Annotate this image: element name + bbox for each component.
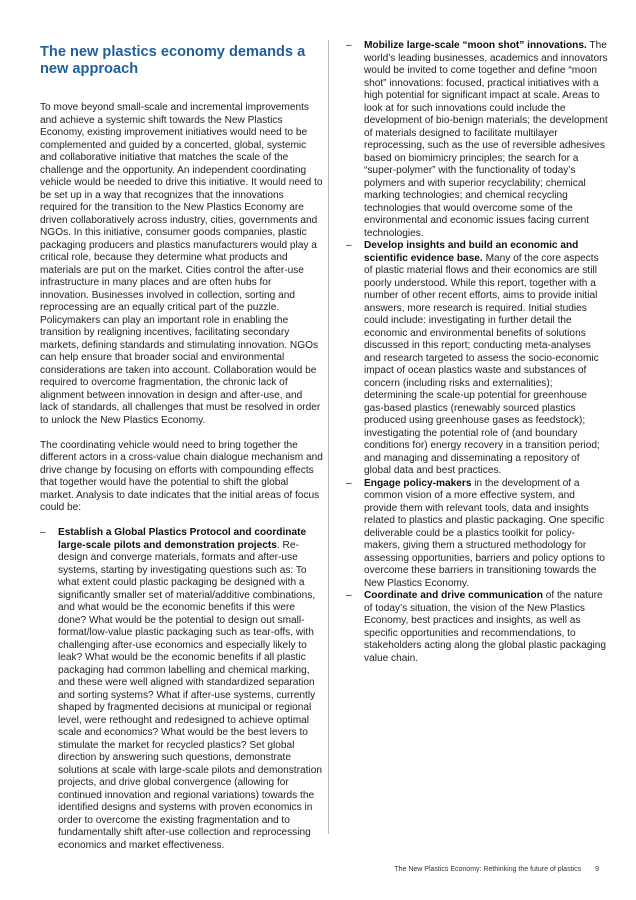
section-heading: The new plastics economy demands a new approach — [40, 44, 306, 77]
focus-list-left — [40, 527, 323, 852]
list-item-text: of the nature of today’s situation, the vision of the New Plastics Economy, best practices and insights, as well as specific opportunities and recommendations, to stakeholders acting along the global plastic packaging value chain. — [364, 590, 607, 664]
list-item-lead: Develop insights and build an economic and scientific evidence base. — [364, 240, 579, 264]
intro-paragraph: To move beyond small-scale and incremental improvements and achieve a systemic shift towards the New Plastics Economy, existing improvement initiatives would need to be complemented and guided by a concerted, global, systemic and collaborative initiative that matches the scale of the challenge and the opportunity. An independent coordinating vehicle would be needed to drive this initiative. It would need to be set up in a way that recognizes that the innovations required for the transition to the New Plastics Economy are driven collaboratively across industry, cities, governments and NGOs. In this initiative, consumer goods companies, plastic packaging producers and plastics manufacturers would play a critical role, because they determine what products and materials are put on the market. Cities control the after-use infrastructure in many places and are often hubs for innovation. Businesses involved in collection, sorting and reprocessing are an equally critical part of the puzzle. Policymakers can play an important role in enabling the transition by realigning incentives, facilitating secondary markets, defining standards and stimulating innovation. NGOs can help ensure that broader social and environmental considerations are taken into account. Collaboration would be required to overcome fragmentation, the chronic lack of alignment between innovation in design and after-use, and lack of standards, all challenges that must be resolved in order to unlock the New Plastics Economy. — [40, 102, 323, 426]
dash-marker: – — [40, 527, 46, 538]
list-item-lead: Establish a Global Plastics Protocol and coordinate large-scale pilots and demonstration projects — [58, 527, 307, 551]
list-item-lead: Mobilize large-scale “moon shot” innovations. — [364, 40, 587, 51]
list-item-text: in the development of a common vision of a more effective system, and provide them with relevant tools, data and insights related to plastics and plastic packaging. One specific deliverable could be a plastics toolkit for policy-makers, giving them a structured methodology for assessing opportunities, barriers and policy options to overcome these barriers in transitioning towards the New Plastics Economy. — [364, 477, 605, 589]
list-item-lead: Coordinate and drive communication — [364, 590, 543, 601]
dash-marker: – — [346, 477, 352, 489]
list-item — [346, 240, 608, 478]
left-column — [40, 40, 323, 852]
focus-list-right — [346, 40, 608, 665]
page-number: 9 — [595, 866, 599, 873]
column-divider — [328, 40, 329, 834]
dash-marker: – — [346, 40, 352, 51]
list-item-text: . Re-design and converge materials, formats and after-use systems, starting by investigating questions such as: To what extent could plastic packaging be designed with a significantly smaller set of material/additive combinations, and what would be the economic benefits if this were done? What would be the potential to design out small-format/low-value plastic packaging such as tear-offs, with challenging after-use economics and especially likely to leak? What would be the economic benefits if all plastic packaging had common labelling and chemical marking, and these were well aligned with standardized separation and sorting systems? What if after-use systems, currently shaped by fragmented decisions at municipal or regional level, were rethought and redesigned to achieve optimal scale and economics? What would be the best levers to stimulate the market for recycled plastics? Set global direction by answering such questions, demonstrate solutions at scale with large-scale pilots and demonstration projects, and drive global convergence (allowing for continued innovation and regional variations) towards the identified designs and systems with proven economics in order to overcome the existing fragmentation and to fundamentally shift after-use collection and reprocessing economics and market effectiveness. — [58, 539, 322, 851]
focus-paragraph: The coordinating vehicle would need to bring together the different actors in a cross-value chain dialogue mechanism and drive change by focusing on efforts with compounding effects that together would have the potential to shift the global market. Analysis to date indicates that the initial areas of focus could be: — [40, 439, 323, 513]
list-item-lead: Engage policy-makers — [364, 477, 472, 489]
list-item — [40, 527, 323, 852]
list-item-text: The world’s leading businesses, academics and innovators would be invited to come together and define “moon shot” innovations: focused, practical initiatives with a high potential for significant impact at scale. Areas to look at for such innovations could include the development of bio-benign materials; the development of materials designed to facilitate multilayer reprocessing, such as the use of reversible adhesives based on biomimicry principles; the search for a “super-polymer” with the functionality of today’s polymers and with superior recyclability; chemical marking technologies; and chemical recycling technologies that would overcome some of the environmental and economic issues facing current technologies. — [364, 40, 608, 239]
footer-title: The New Plastics Economy: Rethinking the future of plastics — [394, 866, 582, 873]
list-item — [346, 40, 608, 240]
list-item — [346, 590, 608, 665]
list-item — [346, 478, 608, 591]
dash-marker: – — [346, 590, 352, 601]
dash-marker: – — [346, 240, 352, 251]
page-footer — [394, 866, 599, 873]
right-column — [346, 40, 608, 665]
list-item-text: Many of the core aspects of plastic material flows and their economics are still poorly understood. While this report, together with a number of other recent efforts, aims to provide initial answers, more research is required. Initial studies could include: investigating in further detail the economic and environmental benefits of solutions discussed in this report; conducting meta-analyses and research targeted to assess the socio-economic impact of ocean plastics waste and substances of concern (including risks and externalities); determining the scale-up potential for greenhouse gas-based plastics (renewably sourced plastics produced using greenhouse gases as feedstock); investigating the potential role of (and boundary conditions for) energy recovery in a transition period; and managing and disseminating a repository of global data and best practices. — [364, 252, 600, 476]
